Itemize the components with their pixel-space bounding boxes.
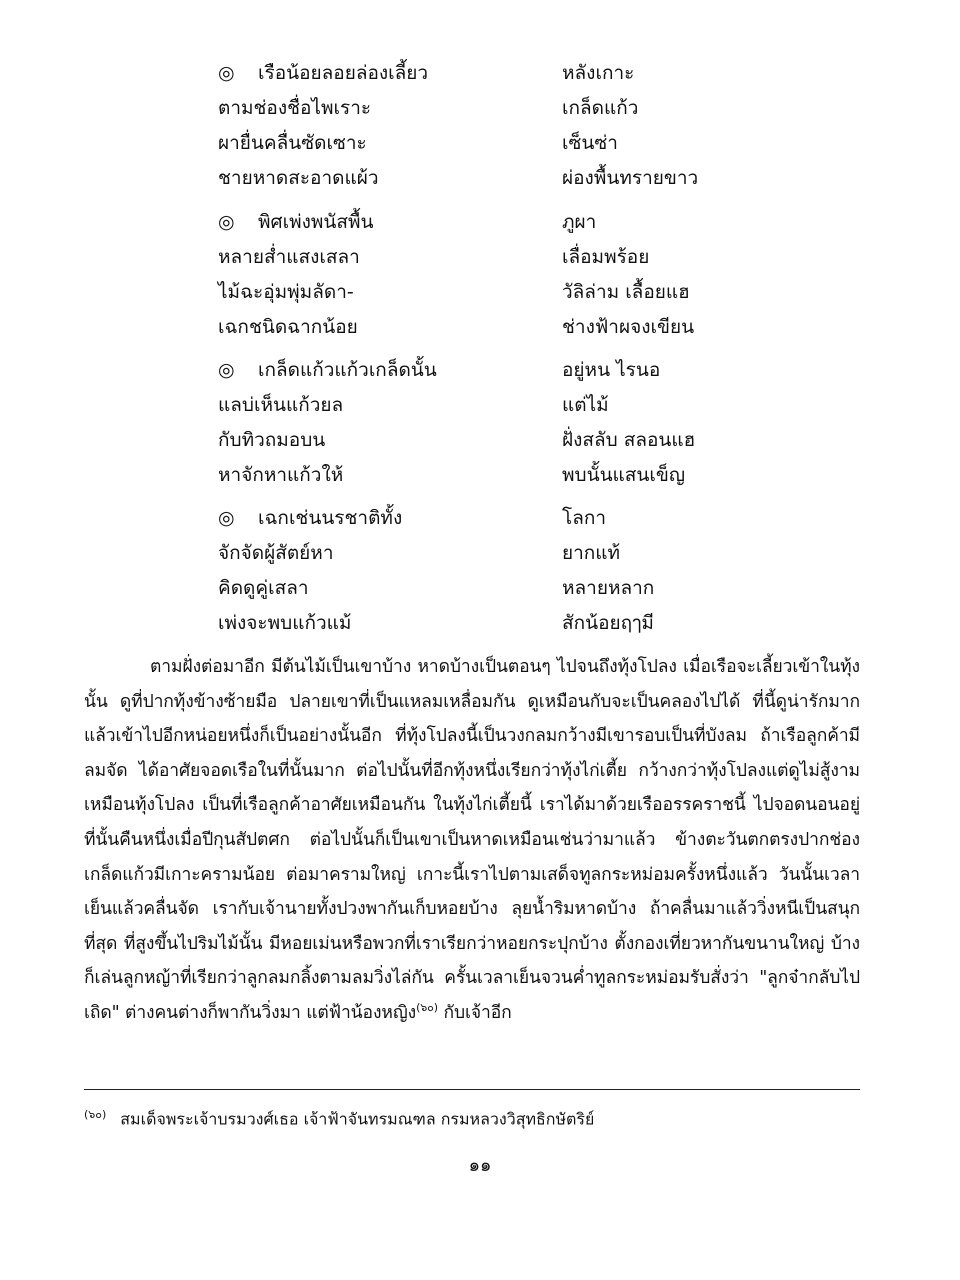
paragraph-tail-text: กับเจ้าอีก xyxy=(437,1002,512,1023)
verse-text: เกล็ดแก้ว xyxy=(562,97,639,119)
verse-text: เฉกเช่นนรชาติทั้ง xyxy=(258,507,403,529)
verse-text: ชายหาดสะอาดแผ้ว xyxy=(218,167,379,189)
verse-text: วัลิล่าม เลื้อยแฮ xyxy=(562,281,690,303)
stanza-mark-icon: ◎ xyxy=(218,62,235,84)
verse-text: เลื่อมพร้อย xyxy=(562,246,650,268)
paragraph-text: ตามฝั่งต่อมาอีก มีต้นไม้เป็นเขาบ้าง หาดบ้างเป็นตอนๆ ไปจนถึงทุ้งโปลง เมื่อเรือจะเลี้ยวเข้าในทุ้งนั้น ดูที่ปากทุ้งข้างซ้ายมือ ปลายเขาที่เป็นแหลมเหลื่อมกัน ดูเหมือนกับจะเป็นคลองไปได้ ที่นี้ดูน่ารักมาก แล้วเข้าไปอีกหน่อยหนึ่งก็เป็นอย่างนั้นอีก ที่ทุ้งโปลงนี้เป็นวงกลมกว้างมีเขารอบเป็นที่บังลม ถ้าเรือลูกค้ามีลมจัด ได้อาศัยจอดเรือในที่นั้นมาก ต่อไปนั้นที่อีกทุ้งหนึ่งเรียกว่าทุ้งไก่เตี้ย กว้างกว่าทุ้งโปลงแต่ดูไม่สู้งามเหมือนทุ้งโปลง เป็นที่เรือลูกค้าอาศัยเหมือนกัน ในทุ้งไก่เตี้ยนี้ เราได้มาด้วยเรืออรรคราชนี้ ไปจอดนอนอยู่ที่นั้นคืนหนึ่งเมื่อปีกุนสัปตศก ต่อไปนั้นก็เป็นเขาเป็นหาดเหมือนเช่นว่ามาแล้ว ข้างตะวันตกตรงปากช่องเกล็ดแก้วมีเกาะครามน้อย ต่อมาครามใหญ่ เกาะนี้เราไปตามเสด็จทูลกระหม่อมครั้งหนึ่งแล้ว วันนั้นเวลาเย็นแล้วคลื่นจัด เรากับเจ้านายทั้งปวงพากันเก็บหอยบ้าง ลุยน้ำริมหาดบ้าง ถ้าคลื่นมาแล้ววิ่งหนีเป็นสนุกที่สุด ที่สูงขึ้นไปริมไม้นั้น มีหอยเม่นหรือพวกที่เราเรียกว่าหอยกระปุกบ้าง ตั้งกองเที่ยวหากันขนานใหญ่ บ้างก็เล่นลูกหญ้าที่เรียกว่าลูกลมกลิ้งตามลมวิ่งไล่กัน ครั้นเวลาเย็นจวนค่ำทูลกระหม่อมรับสั่งว่า "ลูกจ๋ากลับไปเถิด" ต่างคนต่างก็พากันวิ่งมา แต่ฟ้าน้องหญิง xyxy=(84,657,860,1023)
stanza-mark-icon: ◎ xyxy=(218,211,235,233)
verse-text: ผ่องพื้นทรายขาว xyxy=(562,167,699,189)
verse-line xyxy=(218,56,428,90)
verse-text: เซ็นซ่า xyxy=(562,132,618,154)
footnote-text: สมเด็จพระเจ้าบรมวงศ์เธอ เจ้าฟ้าจันทรมณฑล กรมหลวงวิสุทธิกษัตริย์ xyxy=(120,1109,595,1129)
verse-line xyxy=(218,501,402,535)
verse-text: หลายหลาก xyxy=(562,577,655,599)
page-number: ๑๑ xyxy=(468,1155,492,1176)
verse-line xyxy=(218,353,437,387)
verse-text: หลังเกาะ xyxy=(562,62,635,84)
verse-text: พบนั้นแสนเข็ญ xyxy=(562,464,686,486)
verse-text: ฝั่งสลับ สลอนแฮ xyxy=(562,429,696,451)
verse-text: แลบ่เห็นแก้วยล xyxy=(218,394,344,416)
verse-text: เพ่งจะพบแก้วแม้ xyxy=(218,612,352,634)
footnote-divider xyxy=(84,1089,860,1090)
verse-text: คิดดูคู่เสลา xyxy=(218,577,309,599)
verse-text: ช่างฟ้าผจงเขียน xyxy=(562,316,695,338)
verse-text: หาจักหาแก้วให้ xyxy=(218,464,344,486)
verse-text: อยู่หน ไรนอ xyxy=(562,359,661,381)
verse-text: หลายส่ำแสงเสลา xyxy=(218,246,360,268)
verse-text: ตามช่องชื่อไพเราะ xyxy=(218,97,372,119)
verse-text: สักน้อยฤๅมี xyxy=(562,612,654,634)
verse-text: เกล็ดแก้วแก้วเกล็ดนั้น xyxy=(258,359,437,381)
verse-text: ยากแท้ xyxy=(562,542,621,564)
stanza-mark-icon: ◎ xyxy=(218,359,235,381)
footnote-reference[interactable]: (๖๐) xyxy=(416,1001,438,1015)
verse-line xyxy=(218,205,374,239)
verse-text: ผายื่นคลื่นซัดเซาะ xyxy=(218,132,367,154)
stanza-mark-icon: ◎ xyxy=(218,507,235,529)
verse-text: ไม้ฉะอุ่มพุ่มลัดา- xyxy=(218,281,354,303)
verse-text: เฉกชนิดฉากน้อย xyxy=(218,316,358,338)
footnote xyxy=(84,1102,860,1132)
verse-text: พิศเพ่งพนัสพื้น xyxy=(258,211,374,233)
verse-text: แต่ไม้ xyxy=(562,394,609,416)
verse-text: ภูผา xyxy=(562,211,597,233)
verse-text: จักจัดผู้สัตย์หา xyxy=(218,542,334,564)
footnote-mark: (๖๐) xyxy=(84,1108,107,1121)
verse-text: โลกา xyxy=(562,507,607,529)
verse-text: กับทิวถมอบน xyxy=(218,429,326,451)
verse-text: เรือน้อยลอยล่องเลี้ยว xyxy=(258,62,429,84)
body-paragraph xyxy=(84,650,860,1031)
